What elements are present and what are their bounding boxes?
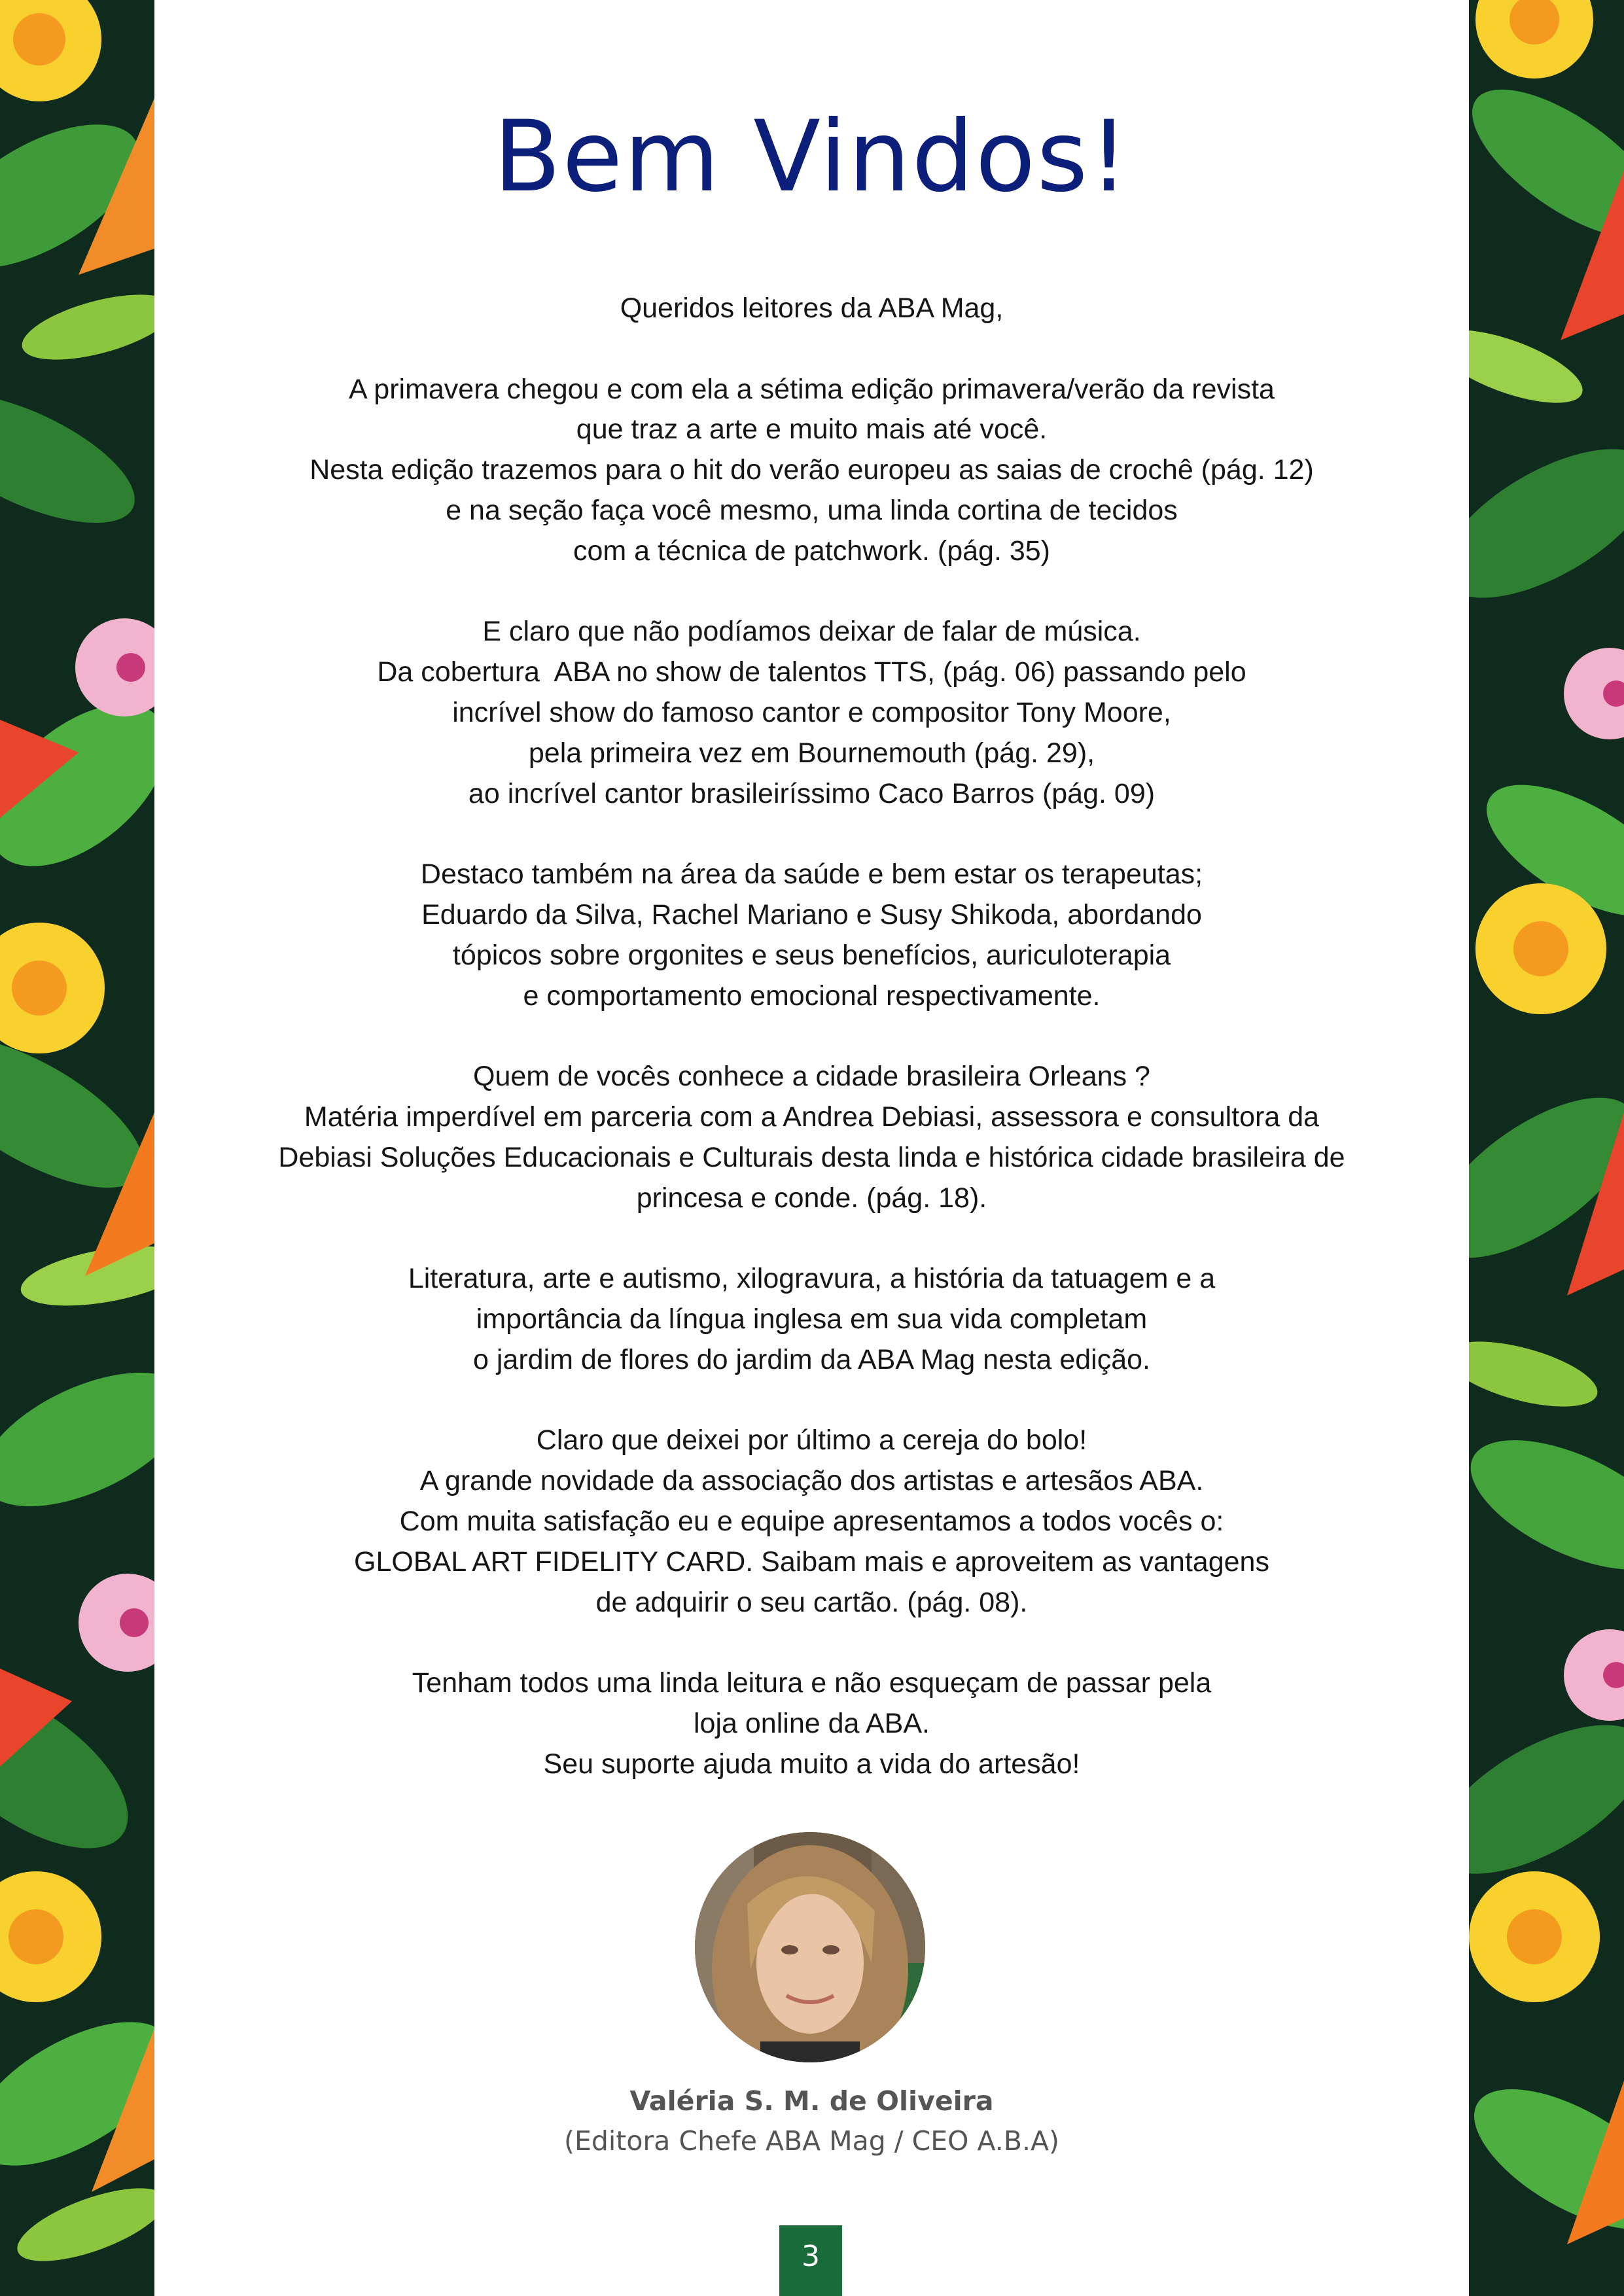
letter-line: incrível show do famoso cantor e compositor Tony Moore,	[452, 696, 1171, 728]
letter-line: importância da língua inglesa em sua vida completam	[476, 1303, 1148, 1335]
letter-line: de adquirir o seu cartão. (pág. 08).	[595, 1586, 1028, 1618]
floral-border-right	[1469, 0, 1624, 2296]
letter-line: A primavera chegou e com ela a sétima edição primavera/verão da revista	[349, 373, 1275, 405]
letter-line: e na seção faça você mesmo, uma linda cortina de tecidos	[446, 494, 1178, 526]
letter-line: tópicos sobre orgonites e seus benefícios, auriculoterapia	[452, 939, 1171, 971]
letter-line: A grande novidade da associação dos artistas e artesãos ABA.	[419, 1465, 1204, 1497]
editor-name: Valéria S. M. de Oliveira	[629, 2085, 994, 2117]
letter-line: pela primeira vez em Bournemouth (pág. 29),	[528, 737, 1095, 769]
letter-line: loja online da ABA.	[694, 1707, 930, 1739]
letter-line: Quem de vocês conhece a cidade brasileira Orleans ?	[473, 1061, 1150, 1093]
magazine-page	[154, 0, 1469, 2296]
letter-line: Com muita satisfação eu e equipe apresentamos a todos vocês o:	[399, 1505, 1224, 1537]
letter-line: Da cobertura ABA no show de talentos TTS, (pág. 06) passando pelo	[377, 656, 1246, 688]
letter-line: Matéria imperdível em parceria com a Andrea Debiasi, assessora e consultora da	[304, 1101, 1320, 1133]
floral-border-left	[0, 0, 154, 2296]
letter-line: com a técnica de patchwork. (pág. 35)	[573, 535, 1050, 567]
letter-greeting: Queridos leitores da ABA Mag,	[620, 292, 1004, 324]
letter-line: que traz a arte e muito mais até você.	[576, 414, 1048, 446]
letter-line: Tenham todos uma linda leitura e não esqueçam de passar pela	[412, 1667, 1212, 1699]
letter-line: Literatura, arte e autismo, xilogravura, a história da tatuagem e a	[408, 1263, 1216, 1295]
letter-line: Eduardo da Silva, Rachel Mariano e Susy Shikoda, abordando	[421, 898, 1202, 930]
tropical-border-illustration-left	[0, 0, 154, 2296]
page-number: 3	[779, 2225, 842, 2296]
letter-line: o jardim de flores do jardim da ABA Mag nesta edição.	[473, 1343, 1150, 1375]
editor-role: (Editora Chefe ABA Mag / CEO A.B.A)	[563, 2125, 1060, 2157]
editor-avatar	[695, 1832, 925, 2062]
letter-line: Claro que deixei por último a cereja do bolo!	[536, 1424, 1087, 1457]
page-title: Bem Vindos!	[493, 100, 1130, 214]
letter-line: Seu suporte ajuda muito a vida do artesão!	[543, 1748, 1080, 1780]
editor-portrait-illustration	[695, 1832, 925, 2062]
letter-line: princesa e conde. (pág. 18).	[636, 1182, 987, 1214]
tropical-border-illustration-right	[1469, 0, 1624, 2296]
letter-line: Destaco também na área da saúde e bem estar os terapeutas;	[420, 858, 1203, 891]
letter-line: E claro que não podíamos deixar de falar de música.	[482, 616, 1141, 648]
letter-line: GLOBAL ART FIDELITY CARD. Saibam mais e aproveitem as vantagens	[354, 1545, 1269, 1578]
welcome-letter	[154, 289, 1469, 1784]
letter-line: e comportamento emocional respectivamente.	[523, 980, 1101, 1012]
letter-line: Debiasi Soluções Educacionais e Culturais desta linda e histórica cidade brasileira de	[278, 1141, 1345, 1173]
letter-line: ao incrível cantor brasileiríssimo Caco Barros (pág. 09)	[468, 777, 1156, 809]
letter-line: Nesta edição trazemos para o hit do verão europeu as saias de crochê (pág. 12)	[309, 454, 1314, 486]
